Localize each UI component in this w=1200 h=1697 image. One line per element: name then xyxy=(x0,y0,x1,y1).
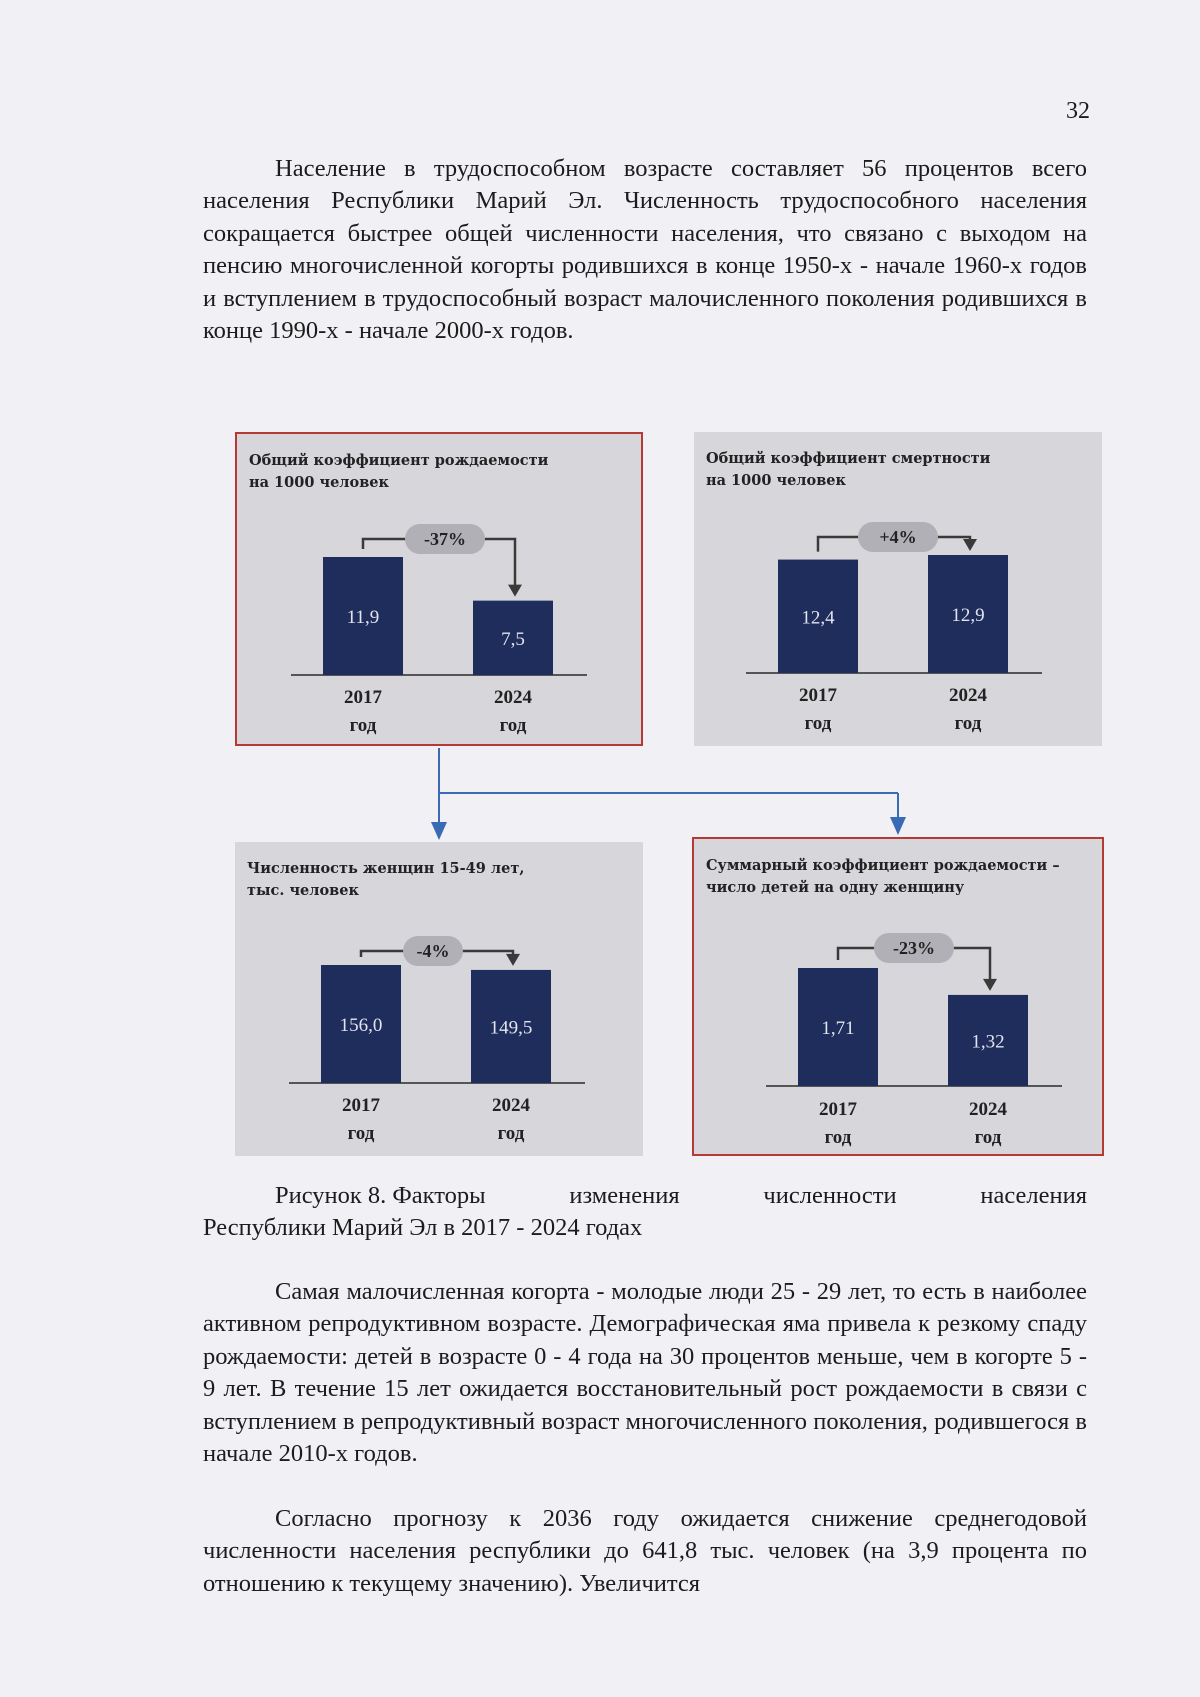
bar-value-2017: 156,0 xyxy=(339,1015,383,1036)
year-label-2024: 2024 год xyxy=(492,1095,530,1144)
panel-title-line-2: число детей на одну женщину xyxy=(706,879,965,896)
bar-value-2017: 1,71 xyxy=(821,1018,855,1039)
caption-line-1: Рисунок 8. Факторы изменения численности населения xyxy=(275,1182,1087,1209)
year-label-2017: 2017 год xyxy=(799,685,837,734)
bar-value-2024: 12,9 xyxy=(951,605,985,626)
change-badge: -37% xyxy=(405,524,485,554)
change-badge: -4% xyxy=(403,936,463,966)
bar-value-2017: 12,4 xyxy=(801,607,835,629)
paragraph-forecast: Согласно прогнозу к 2036 году ожидается снижение среднегодовой численности населения республики до 641,8 тыс. человек (на 3,9 процента по отношению к текущему значению). Увеличится xyxy=(203,1505,1087,1597)
year-label-2024: 2024 год xyxy=(969,1099,1007,1148)
paragraph-working-age: Население в трудоспособном возрасте составляет 56 процентов всего населения Республики Марий Эл. Численность трудоспособного населения сокращается быстрее общей численности населения, что связано с выходом на пенсию многочисленной когорты родившихся в конце 1950-х - начале 1960-х годов и вступлением в трудоспособный возраст малочисленного поколения родившихся в конце 1990-х - начале 2000-х годов. xyxy=(203,155,1087,345)
bar-value-2024: 149,5 xyxy=(489,1017,533,1039)
bar-value-2024: 1,32 xyxy=(971,1031,1005,1053)
panel-title-line-2: тыс. человек xyxy=(247,882,359,899)
panel-title-line-2: на 1000 человек xyxy=(249,474,389,491)
year-label-2024: 2024 год xyxy=(494,687,532,736)
page-number: 32 xyxy=(1066,98,1090,124)
year-label-2017: 2017 год xyxy=(819,1099,857,1148)
change-badge: +4% xyxy=(858,522,938,552)
caption-line-2: Республики Марий Эл в 2017 - 2024 годах xyxy=(203,1214,643,1242)
panel-title-line-2: на 1000 человек xyxy=(706,472,846,489)
year-label-2017: 2017 год xyxy=(342,1095,380,1144)
bar-value-2017: 11,9 xyxy=(346,607,380,628)
panel-title-line-1: Численность женщин 15-49 лет, xyxy=(247,860,525,877)
figure-caption xyxy=(203,1180,1087,1245)
change-badge: -23% xyxy=(874,933,954,963)
year-label-2017: 2017 год xyxy=(344,687,382,736)
paragraph-cohort: Самая малочисленная когорта - молодые люди 25 - 29 лет, то есть в наиболее активном репродуктивном возрасте. Демографическая яма привела к резкому спаду рождаемости: детей в возрасте 0 - 4 года на 30 процентов меньше, чем в когорте 5 - 9 лет. В течение 15 лет ожидается восстановительный рост рождаемости в связи с вступлением в репродуктивный возраст многочисленного поколения, родившегося в начале 2010-х годов. xyxy=(203,1278,1087,1468)
bar-value-2024: 7,5 xyxy=(501,628,525,650)
panel-title-line-1: Суммарный коэффициент рождаемости – xyxy=(706,857,1060,874)
year-label-2024: 2024 год xyxy=(949,685,987,734)
panel-title-line-1: Общий коэффициент смертности xyxy=(706,450,991,467)
panel-title-line-1: Общий коэффициент рождаемости xyxy=(249,452,549,469)
connector-lines xyxy=(439,748,898,832)
